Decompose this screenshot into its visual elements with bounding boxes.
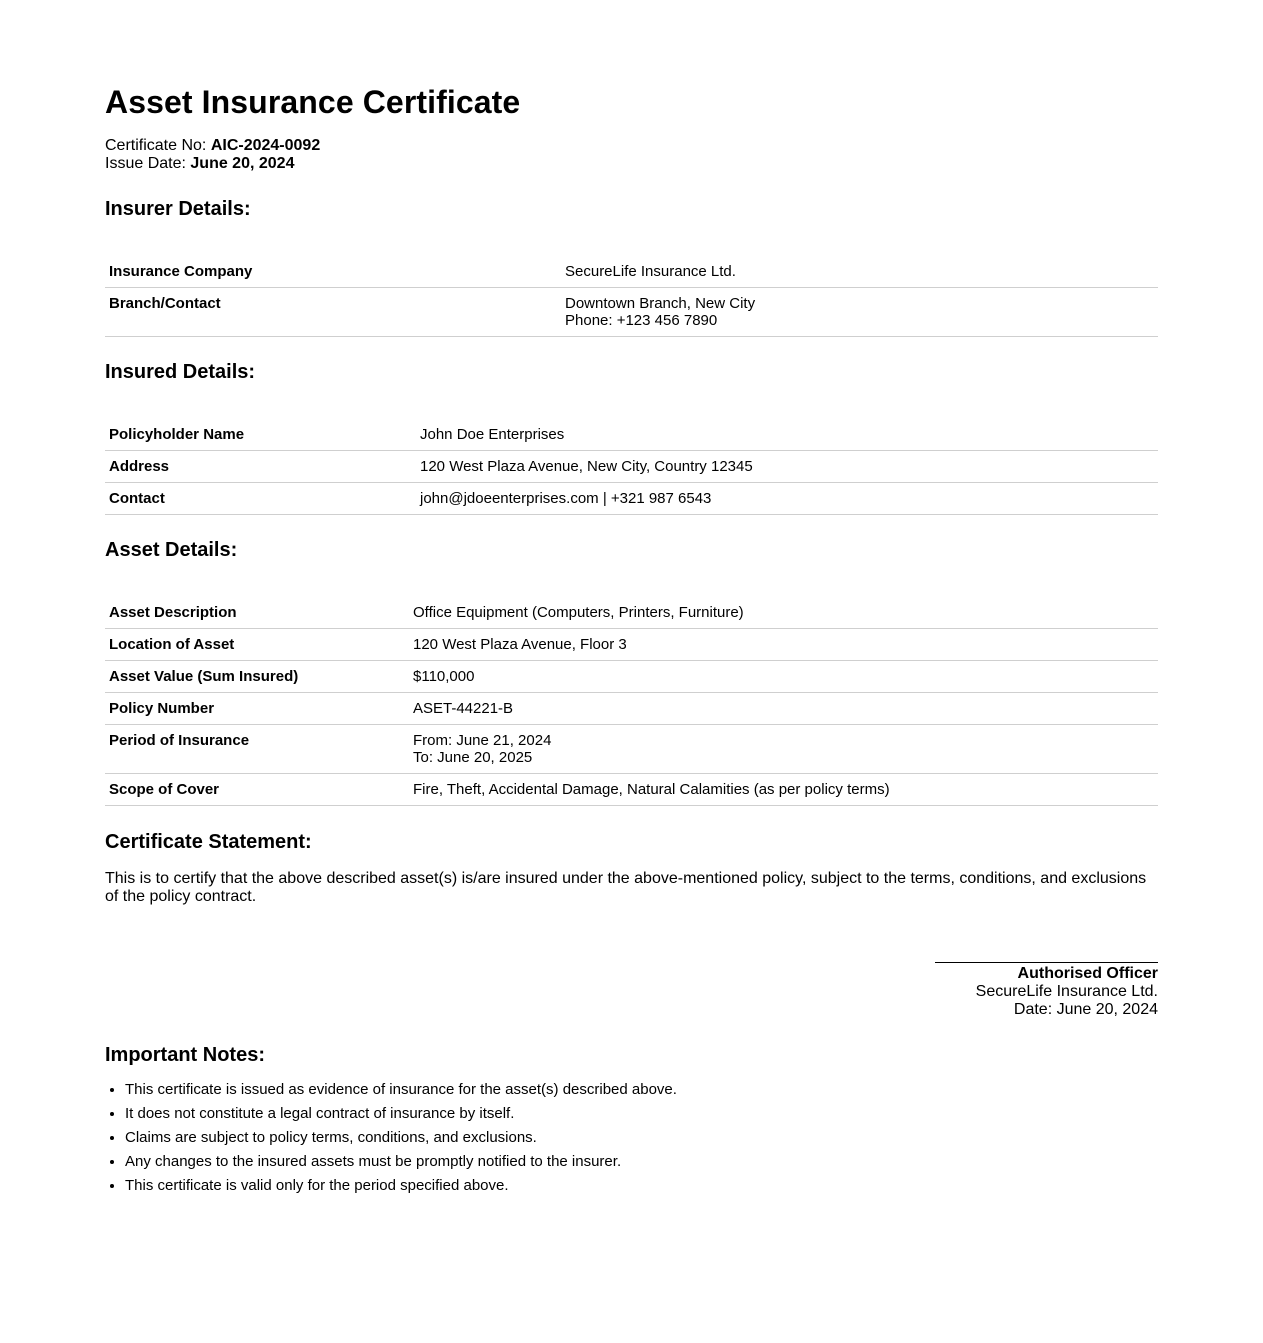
row-label: Insurance Company [105, 256, 561, 288]
row-value-line: To: June 20, 2025 [413, 749, 533, 766]
row-value-line: John Doe Enterprises [420, 426, 565, 443]
row-label: Location of Asset [105, 629, 409, 661]
list-item: • This certificate is valid only for the period specified above. [125, 1174, 1158, 1198]
signature-company: SecureLife Insurance Ltd. [975, 983, 1158, 1000]
signature-block [935, 962, 1158, 1019]
row-label: Period of Insurance [105, 725, 409, 774]
row-value [409, 597, 1158, 629]
insured-details-heading: Insured Details: [105, 361, 256, 383]
row-value [561, 256, 1158, 288]
row-value-line: Phone: +123 456 7890 [565, 312, 718, 329]
certificate-number-label: Certificate No: [105, 137, 207, 154]
list-item: • Any changes to the insured assets must be promptly notified to the insurer. [125, 1150, 1158, 1174]
list-item: • It does not constitute a legal contract of insurance by itself. [125, 1102, 1158, 1126]
table-row [105, 483, 1158, 515]
signature-officer: Authorised Officer [1017, 965, 1158, 982]
row-value [409, 661, 1158, 693]
row-value-line: $110,000 [413, 668, 475, 685]
issue-date-label: Issue Date: [105, 155, 186, 172]
row-value-line: Downtown Branch, New City [565, 295, 756, 312]
certificate-statement-text: This is to certify that the above described asset(s) is/are insured under the above-mentioned policy, subject to the terms, conditions, and exclusions of the policy contract. [105, 870, 1147, 905]
row-label: Scope of Cover [105, 774, 409, 806]
insurer-details-table [105, 256, 1158, 337]
row-value [416, 483, 1158, 515]
list-item: • This certificate is issued as evidence of insurance for the asset(s) described above. [125, 1078, 1158, 1102]
row-value [409, 774, 1158, 806]
row-value [409, 693, 1158, 725]
row-value [416, 451, 1158, 483]
asset-details-heading: Asset Details: [105, 539, 238, 561]
table-row [105, 661, 1158, 693]
page-title: Asset Insurance Certificate [105, 84, 521, 120]
table-row [105, 419, 1158, 451]
certificate-number-value: AIC-2024-0092 [210, 137, 321, 154]
row-label: Contact [105, 483, 416, 515]
table-row [105, 725, 1158, 774]
signature-area [105, 962, 1158, 1019]
row-value [409, 725, 1158, 774]
row-label: Policy Number [105, 693, 409, 725]
row-value-line: SecureLife Insurance Ltd. [565, 263, 736, 280]
list-item: • Claims are subject to policy terms, conditions, and exclusions. [125, 1126, 1158, 1150]
table-row [105, 774, 1158, 806]
insurer-details-heading: Insurer Details: [105, 198, 251, 220]
row-value-line: Office Equipment (Computers, Printers, Furniture) [413, 604, 744, 621]
row-value-line: 120 West Plaza Avenue, Floor 3 [413, 636, 627, 653]
asset-details-table [105, 597, 1158, 806]
row-value-line: ASET-44221-B [413, 700, 514, 717]
row-label: Address [105, 451, 416, 483]
table-row [105, 451, 1158, 483]
row-value-line: From: June 21, 2024 [413, 732, 552, 749]
table-row [105, 288, 1158, 337]
row-label: Branch/Contact [105, 288, 561, 337]
row-value-line: 120 West Plaza Avenue, New City, Country 12345 [420, 458, 753, 475]
row-value [561, 288, 1158, 337]
table-row [105, 629, 1158, 661]
row-value-line: Fire, Theft, Accidental Damage, Natural Calamities (as per policy terms) [413, 781, 890, 798]
important-notes-list [105, 1078, 1158, 1198]
row-label: Asset Description [105, 597, 409, 629]
row-value-line: john@jdoeenterprises.com | +321 987 6543 [420, 490, 712, 507]
insured-details-table [105, 419, 1158, 515]
certificate-statement-heading: Certificate Statement: [105, 831, 312, 853]
signature-date: Date: June 20, 2024 [1013, 1001, 1158, 1018]
certificate-meta [105, 137, 1158, 173]
issue-date-line [105, 155, 1158, 173]
row-label: Policyholder Name [105, 419, 416, 451]
table-row [105, 597, 1158, 629]
table-row [105, 256, 1158, 288]
row-label: Asset Value (Sum Insured) [105, 661, 409, 693]
certificate-number-line [105, 137, 1158, 155]
row-value [409, 629, 1158, 661]
important-notes-heading: Important Notes: [105, 1044, 265, 1066]
issue-date-value: June 20, 2024 [190, 155, 295, 172]
row-value [416, 419, 1158, 451]
table-row [105, 693, 1158, 725]
